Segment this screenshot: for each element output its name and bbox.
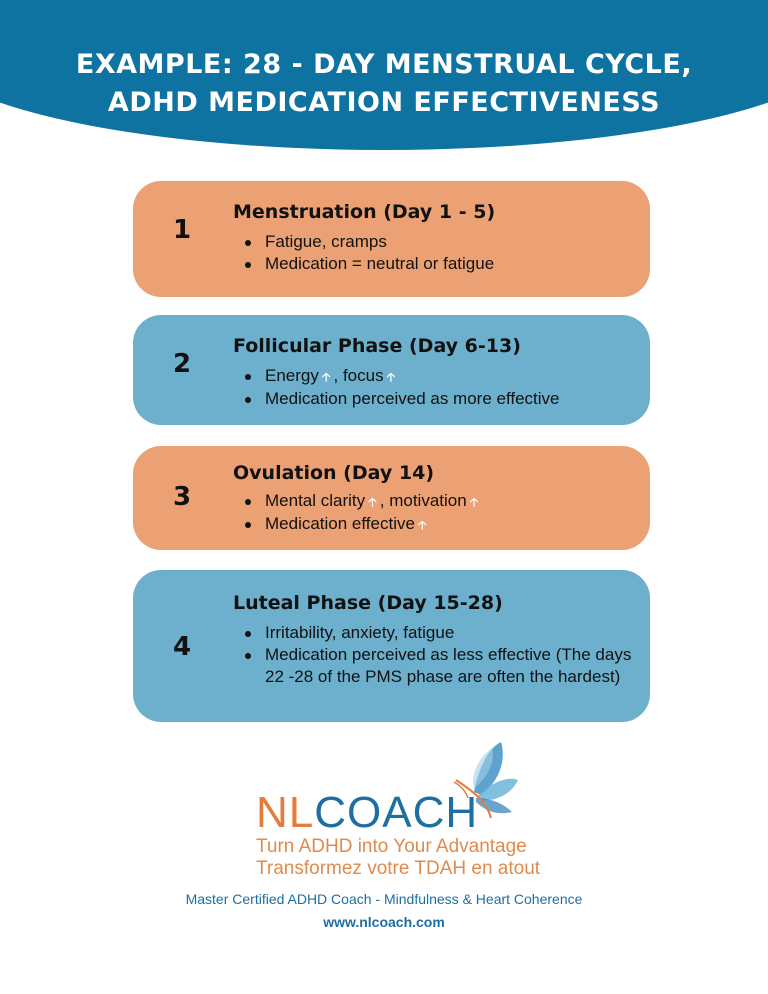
- phase-bullets: [243, 490, 481, 536]
- logo-wordmark: [256, 788, 478, 838]
- list-item: [243, 231, 494, 253]
- bullet-text: , focus: [333, 366, 384, 385]
- tagline-french: Transformez votre TDAH en atout: [256, 858, 541, 879]
- phase-number: 4: [173, 632, 192, 662]
- bullet-text: Medication perceived as less effective (The days: [265, 645, 632, 664]
- bullet-text: Medication effective: [265, 514, 415, 533]
- phase-number: 1: [173, 215, 192, 245]
- phase-bullets: [243, 622, 631, 688]
- list-item: [243, 388, 560, 410]
- up-arrow-icon: 🡡: [469, 495, 479, 509]
- phase-number: 2: [173, 349, 192, 379]
- footer-credentials: Master Certified ADHD Coach - Mindfulness & Heart Coherence: [185, 891, 583, 907]
- list-item: [243, 513, 481, 536]
- bullet-text: Irritability, anxiety, fatigue: [265, 623, 455, 642]
- page-title: [0, 46, 768, 122]
- list-item: [243, 644, 631, 688]
- phase-bullets: [243, 231, 494, 275]
- list-item: [243, 253, 494, 275]
- title-line-1: EXAMPLE: 28 - DAY MENSTRUAL CYCLE,: [75, 49, 693, 80]
- list-item: [243, 490, 481, 513]
- logo-nl: NL: [256, 788, 315, 837]
- bullet-text: Fatigue, cramps: [265, 232, 387, 251]
- footer-website-link[interactable]: www.nlcoach.com: [323, 914, 445, 930]
- phase-card-menstruation: [133, 181, 650, 297]
- phase-card-follicular: [133, 315, 650, 425]
- tagline-english: Turn ADHD into Your Advantage: [256, 836, 527, 857]
- bullet-text: 22 -28 of the PMS phase are often the hardest): [265, 667, 621, 686]
- up-arrow-icon: 🡡: [368, 495, 377, 509]
- list-item: [243, 622, 631, 644]
- up-arrow-icon: 🡡: [386, 370, 396, 384]
- logo-coach: COACH: [314, 788, 479, 837]
- bullet-text: Mental clarity: [265, 491, 366, 510]
- up-arrow-icon: 🡡: [417, 518, 427, 532]
- up-arrow-icon: 🡡: [321, 370, 331, 384]
- list-item: [243, 365, 560, 388]
- phase-title: Luteal Phase (Day 15-28): [233, 592, 503, 614]
- title-line-2: ADHD MEDICATION EFFECTIVENESS: [107, 87, 661, 118]
- bullet-text: Medication perceived as more effective: [265, 389, 560, 408]
- phase-title: Menstruation (Day 1 - 5): [233, 201, 496, 223]
- bullet-text: Medication = neutral or fatigue: [265, 254, 495, 273]
- bullet-text: , motivation: [379, 491, 467, 510]
- phase-title: Follicular Phase (Day 6-13): [233, 335, 521, 357]
- phase-number: 3: [173, 482, 192, 512]
- phase-bullets: [243, 365, 560, 410]
- butterfly-icon: [473, 742, 518, 813]
- bullet-text: Energy: [265, 366, 319, 385]
- phase-title: Ovulation (Day 14): [233, 462, 435, 484]
- phase-card-ovulation: [133, 446, 650, 550]
- phase-card-luteal: [133, 570, 650, 722]
